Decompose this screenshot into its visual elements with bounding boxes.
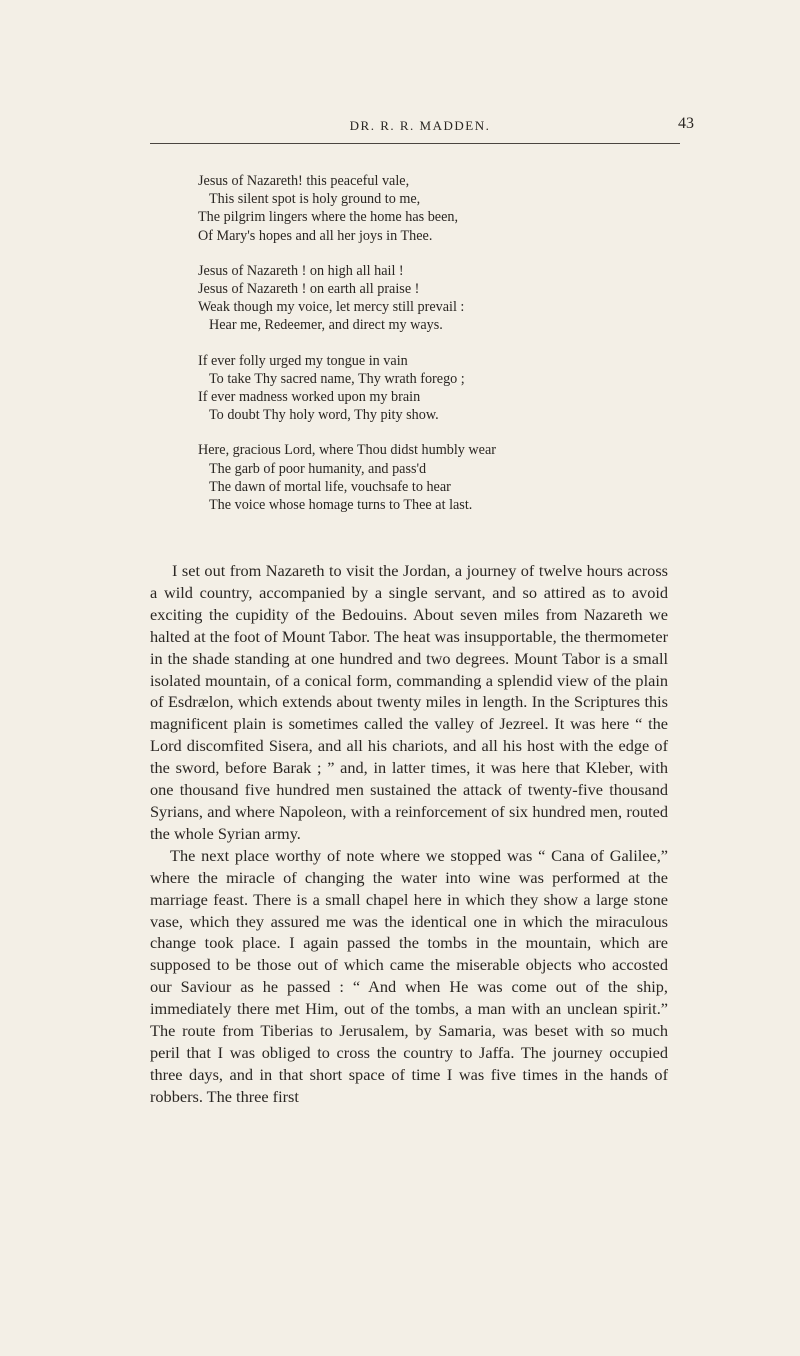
prose-body bbox=[150, 560, 668, 1108]
poem-line: Hear me, Redeemer, and direct my ways. bbox=[209, 317, 443, 334]
poem-stanza-2 bbox=[198, 262, 698, 335]
poem-stanza-3 bbox=[198, 352, 698, 425]
poem-line: Jesus of Nazareth ! on earth all praise ! bbox=[198, 281, 420, 298]
poem-line: If ever folly urged my tongue in vain bbox=[198, 352, 408, 369]
poem-stanza-1 bbox=[198, 172, 698, 245]
running-head: DR. R. R. MADDEN. bbox=[349, 118, 491, 133]
page-header bbox=[160, 115, 694, 140]
paragraph: I set out from Nazareth to visit the Jordan, a journey of twelve hours across a wild country, accompanied by a single servant, and so attired as to avoid exciting the cupidity of the Bedouins. About seven miles from Nazareth we halted at the foot of Mount Tabor. The heat was insupportable, the thermometer in the shade standing at one hundred and two degrees. Mount Tabor is a small isolated mountain, of a conical form, commanding a splendid view of the plain of Esdrælon, which extends about twenty miles in length. In the Scriptures this magnificent plain is sometimes called the valley of Jezreel. It was here “ the Lord discomfited Sisera, and all his chariots, and all his host with the edge of the sword, before Barak ; ” and, in latter times, it was here that Kleber, with one thousand five hundred men sustained the attack of twenty-five thousand Syrians, and where Napoleon, with a reinforcement of six hundred men, routed the whole Syrian army. bbox=[150, 561, 668, 843]
header-rule bbox=[150, 143, 680, 144]
poem-line: The garb of poor humanity, and pass'd bbox=[209, 460, 427, 477]
poem-line: Weak though my voice, let mercy still prevail : bbox=[198, 299, 465, 316]
poem-line: The voice whose homage turns to Thee at last. bbox=[209, 497, 473, 514]
poem-line: The dawn of mortal life, vouchsafe to hear bbox=[209, 478, 451, 495]
poem bbox=[198, 172, 698, 531]
poem-line: Jesus of Nazareth! this peaceful vale, bbox=[198, 173, 410, 189]
poem-line: Jesus of Nazareth ! on high all hail ! bbox=[198, 262, 404, 279]
paragraph: The next place worthy of note where we stopped was “ Cana of Galilee,” where the miracle of changing the water into wine was performed at the marriage feast. There is a small chapel here in which they show a large stone vase, which they assured me was the identical one in which the miraculous change took place. I again passed the tombs in the mountain, which are supposed to be those out of which came the miserable objects who accosted our Saviour as he passed : “ And when He was come out of the ship, immediately there met Him, out of the tombs, a man with an unclean spirit.” The route from Tiberias to Jerusalem, by Samaria, was beset with so much peril that I was obliged to cross the country to Jaffa. The journey occupied three days, and in that short space of time I was five times in the hands of robbers. The three first bbox=[150, 845, 668, 1106]
poem-line: Of Mary's hopes and all her joys in Thee. bbox=[198, 227, 433, 244]
poem-stanza-4 bbox=[198, 441, 698, 514]
poem-line: This silent spot is holy ground to me, bbox=[209, 191, 421, 208]
page-number: 43 bbox=[678, 115, 694, 132]
poem-line: The pilgrim lingers where the home has been, bbox=[198, 209, 459, 226]
poem-line: To take Thy sacred name, Thy wrath forego ; bbox=[209, 370, 465, 387]
poem-line: If ever madness worked upon my brain bbox=[198, 389, 421, 406]
poem-line: Here, gracious Lord, where Thou didst humbly wear bbox=[198, 442, 496, 459]
poem-line: To doubt Thy holy word, Thy pity show. bbox=[209, 407, 439, 424]
